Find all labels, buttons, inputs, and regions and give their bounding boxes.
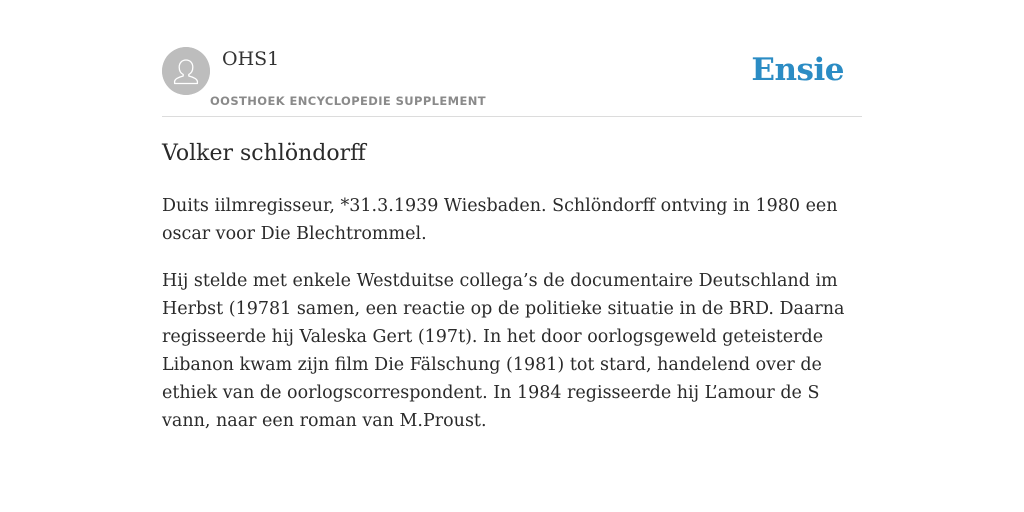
- article-body: [162, 138, 866, 435]
- paragraph-1: Duits iilmregisseur, *31.3.1939 Wiesbaden. Schlöndorff ontving in 1980 een oscar voor Die Blechtrommel.: [162, 196, 838, 244]
- entry-title: Volker schlöndorff: [162, 141, 366, 166]
- user-icon: [162, 47, 210, 95]
- avatar[interactable]: [162, 47, 210, 95]
- ensie-logo[interactable]: Ensie: [751, 52, 844, 88]
- author-name[interactable]: OHS1: [222, 48, 280, 70]
- paragraph-2: Hij stelde met enkele Westduitse collega’s de documentaire Deutschland im Herbst (19781 samen, een reactie op de politieke situatie in de BRD. Daarna regisseerde hij Valeska Gert (197t). In het door oorlogsgeweld geteisterde Libanon kwam zijn film Die Fälschung (1981) tot stard, handelend over de ethiek van de oorlogscorrespondent. In 1984 regisseerde hij L’amour de S vann, naar een roman van M.Proust.: [162, 271, 845, 431]
- source-label[interactable]: OOSTHOEK ENCYCLOPEDIE SUPPLEMENT: [210, 94, 487, 108]
- entry-header: [162, 46, 862, 117]
